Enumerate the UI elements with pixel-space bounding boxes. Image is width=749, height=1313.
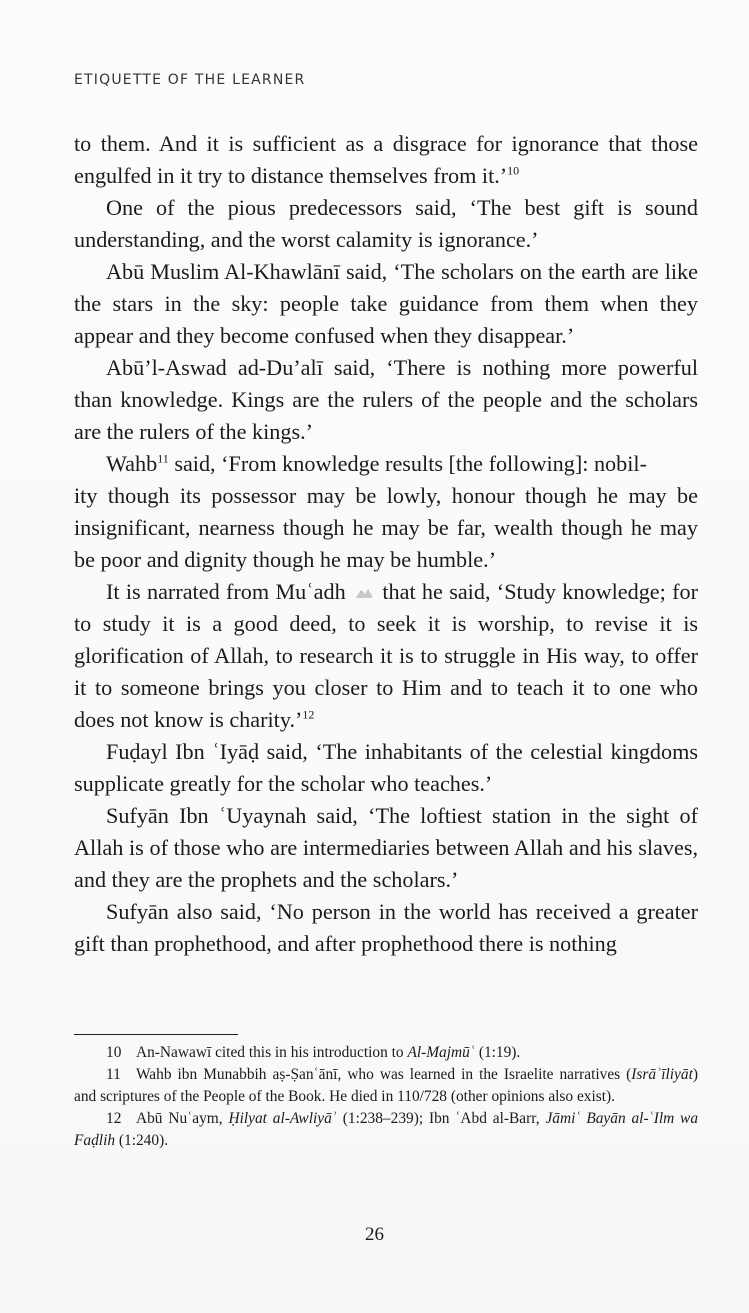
footnote-number: 12 xyxy=(106,1110,122,1127)
paragraph-text: to them. And it is sufficient as a disgrace for ignorance that those engulfed in it try to distance themselves from it.’ xyxy=(74,131,698,188)
footnotes xyxy=(74,1042,698,1152)
footnote-reference[interactable]: 10 xyxy=(507,163,520,178)
footnote-text: Abū Nuʿaym, xyxy=(136,1110,229,1127)
running-head: ETIQUETTE OF THE LEARNER xyxy=(74,72,306,88)
footnote-title: Jāmiʿ Bayān al-ʿIlm wa Faḍlih xyxy=(74,1110,699,1149)
paragraph: Wahb$^{11}$ said, ‘From knowledge results [the following]: nobil- ity though its possessor may be lowly, honour though he may be insignificant, nearness though he may be far, wealth though he may be poor and dignity though he may be humble.’ xyxy=(74,451,698,572)
footnote xyxy=(74,1042,698,1064)
footnote-reference[interactable]: 12 xyxy=(302,707,315,722)
footnote-text: Wahb ibn Munabbih aṣ-Ṣanʿānī, who was learned in the Israelite narratives ( xyxy=(136,1066,632,1083)
paragraph: Abū’l-Aswad ad-Du’alī said, ‘There is nothing more powerful than knowledge. Kings are the rulers of the people and the scholars are the rulers of the kings.’ xyxy=(74,355,698,444)
paragraph-text: ity though its possessor may be lowly, honour though he may be insignificant, nearness though he may be far, wealth though he may be poor and dignity though he may be humble.’ xyxy=(74,483,698,572)
footnote-title: Ḥilyat al-Awliyāʾ xyxy=(228,1110,337,1127)
footnote xyxy=(74,1108,698,1152)
footnote-text: (1:19). xyxy=(474,1044,521,1061)
footnote-text: (1:238–239); Ibn ʿAbd al-Barr, xyxy=(336,1110,546,1127)
footnote-text: ) and scriptures of the People of the Book. He died in 110/728 (other opinions also exist). xyxy=(74,1066,698,1105)
paragraph-text: that he said, ‘Study knowledge; for to study it is a good deed, to seek it is worship, to revise it is glorification of Allah, to research it is to struggle in His way, to offer it to someone brings you closer to Him and to teach it to one who does not know is charity.’ xyxy=(74,579,699,732)
paragraph xyxy=(74,128,698,192)
paragraph-text: It is narrated from Muʿadh xyxy=(106,579,346,604)
paragraph: Abū Muslim Al-Khawlānī said, ‘The scholars on the earth are like the stars in the sky: people take guidance from them when they appear and they become confused when they disappear.’ xyxy=(74,259,698,348)
footnote-term: Isrāʾīliyāt xyxy=(631,1066,693,1083)
paragraph xyxy=(74,576,698,736)
paragraph-text: Wahb xyxy=(106,451,158,476)
footnote-number: 11 xyxy=(106,1066,121,1083)
footnote-title: Al-Majmūʿ xyxy=(407,1044,475,1061)
footnote-text: (1:240). xyxy=(115,1132,169,1149)
honorific-glyph-icon xyxy=(354,587,374,601)
body-text xyxy=(74,128,698,960)
paragraph: Sufyān Ibn ʿUyaynah said, ‘The loftiest station in the sight of Allah is of those who are intermediaries between Allah and his slaves, and they are the prophets and the scholars.’ xyxy=(74,803,698,892)
footnote-number: 10 xyxy=(106,1044,122,1061)
footnote xyxy=(74,1064,698,1108)
footnote-text: An-Nawawī cited this in his introduction to xyxy=(136,1044,408,1061)
paragraph-text: said, ‘From knowledge results [the following]: nobil xyxy=(168,451,640,476)
paragraph: Fuḍayl Ibn ʿIyāḍ said, ‘The inhabitants of the celestial kingdoms supplicate greatly for the scholar who teaches.’ xyxy=(74,739,698,796)
paragraph: Sufyān also said, ‘No person in the world has received a greater gift than prophethood, and after prophethood there is nothing xyxy=(74,899,698,956)
footnote-divider xyxy=(74,1034,238,1035)
page-number: 26 xyxy=(365,1224,384,1245)
paragraph: One of the pious predecessors said, ‘The best gift is sound understanding, and the worst calamity is ignorance.’ xyxy=(74,195,698,252)
footnote-reference[interactable]: 11 xyxy=(157,451,169,466)
